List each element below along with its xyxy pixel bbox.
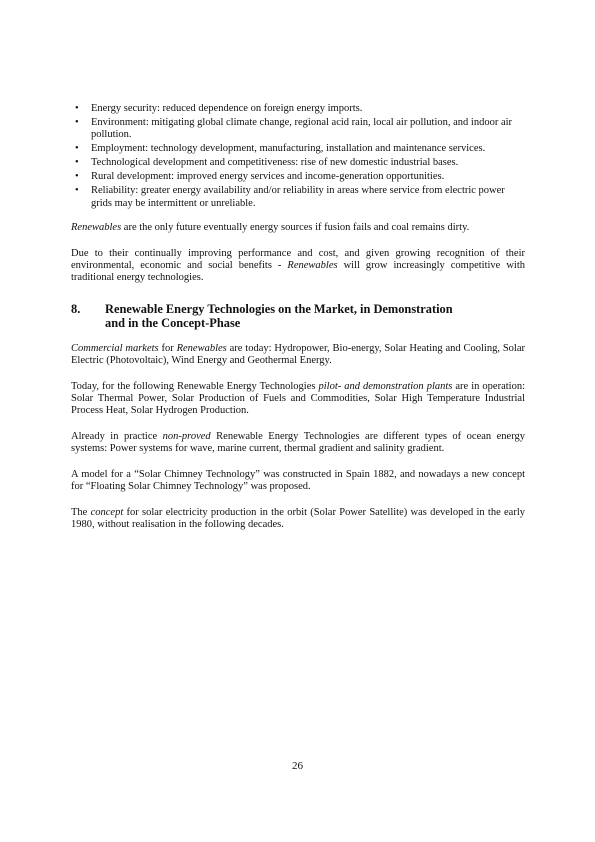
paragraph-non-proved: Already in practice non-proved Renewable Energy Technologies are different types of ocean energy systems: Power systems for wave, marine current, thermal gradient and salinity gradient. [71, 430, 525, 455]
bullet-item-employment [71, 143, 525, 155]
bullet-text: Employment: technology development, manufacturing, installation and maintenance services. [91, 143, 486, 155]
bullet-icon: • [75, 185, 79, 197]
paragraph-commercial-markets: Commercial markets for Renewables are today: Hydropower, Bio-energy, Solar Heating and Cooling, Solar Electric (Photovoltaic), Wind Energy and Geothermal Energy. [71, 342, 525, 367]
document-page [71, 103, 525, 531]
bullet-text: Reliability: greater energy availability and/or reliability in areas where service from electric power grids may be intermittent or unreliable. [91, 185, 505, 209]
section-title: Renewable Energy Technologies on the Market, in Demonstration and in the Concept-Phase [105, 301, 453, 331]
section-heading [71, 302, 525, 331]
bullet-text: Energy security: reduced dependence on foreign energy imports. [91, 103, 363, 114]
bullet-item-environment [71, 117, 525, 142]
paragraph-renewables-future: Renewables are the only future eventually energy sources if fusion fails and coal remains dirty. [71, 222, 470, 234]
bullet-item-rural-development [71, 171, 525, 183]
bullet-item-reliability [71, 185, 525, 210]
paragraph-solar-power-satellite: The concept for solar electricity production in the orbit (Solar Power Satellite) was developed in the early 1980, without realisation in the following decades. [71, 506, 526, 530]
bullet-icon: • [75, 157, 79, 169]
section-number: 8. [71, 301, 81, 316]
bullet-icon: • [75, 143, 79, 155]
bullet-text: Technological development and competitiveness: rise of new domestic industrial bases. [91, 157, 459, 169]
page-number: 26 [292, 760, 303, 772]
paragraph-solar-chimney: A model for a “Solar Chimney Technology” was constructed in Spain 1882, and nowadays a new concept for “Floating Solar Chimney Technology” was proposed. [71, 468, 525, 493]
paragraph-renewables-competitive: Due to their continually improving performance and cost, and given growing recognition of their environmental, economic and social benefits - Renewables will grow increasingly competitive with traditional energy technologies. [71, 247, 525, 284]
bullet-text: Environment: mitigating global climate change, regional acid rain, local air pollution, and indoor air pollution. [91, 117, 513, 141]
paragraph-pilot-plants: Today, for the following Renewable Energy Technologies pilot- and demonstration plants are in operation: Solar Thermal Power, Solar Production of Fuels and Commodities, Solar High Temperature Industrial Process Heat, Solar Hydrogen Production. [71, 380, 525, 417]
bullet-icon: • [75, 117, 79, 128]
bullet-icon: • [75, 171, 79, 183]
bullet-item-energy-security [71, 103, 525, 115]
bullet-icon: • [75, 103, 79, 114]
benefits-bullet-list [71, 103, 525, 210]
bullet-item-technological-development [71, 157, 525, 169]
bullet-text: Rural development: improved energy services and income-generation opportunities. [91, 171, 445, 183]
